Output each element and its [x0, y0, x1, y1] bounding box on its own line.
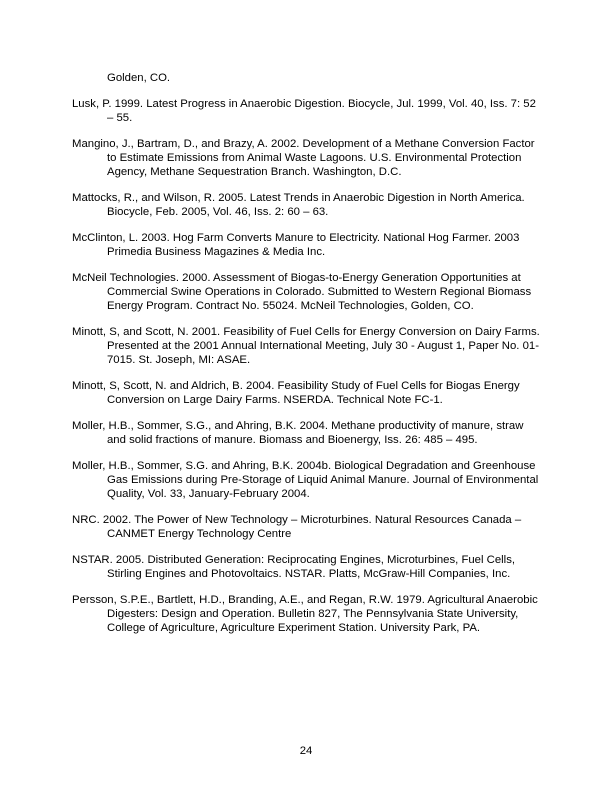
reference-entry-nstar-2005: NSTAR. 2005. Distributed Generation: Reciprocating Engines, Microturbines, Fuel Cells, Stirling Engines and Photovoltaics. NSTAR. Platts, McGraw-Hill Companies, Inc.: [72, 554, 516, 580]
reference-entry-mangino-2002: Mangino, J., Bartram, D., and Brazy, A. 2002. Development of a Methane Conversion Factor to Estimate Emissions from Animal Waste Lagoons. U.S. Environmental Protection Agency, Methane Sequestration Branch. Washington, D.C.: [72, 138, 535, 178]
reference-list: [72, 71, 544, 647]
reference-entry-moller-2004: Moller, H.B., Sommer, S.G., and Ahring, B.K. 2004. Methane productivity of manure, straw and solid fractions of manure. Biomass and Bioenergy, Iss. 26: 485 – 495.: [72, 420, 524, 446]
reference-entry-minott-2001: Minott, S, and Scott, N. 2001. Feasibility of Fuel Cells for Energy Conversion on Dairy Farms. Presented at the 2001 Annual International Meeting, July 30 - August 1, Paper No. 01-7015. St. Joseph, MI: ASAE.: [72, 326, 540, 366]
reference-entry-continuation: Golden, CO.: [107, 72, 171, 84]
reference-entry-mcneil-2000: McNeil Technologies. 2000. Assessment of Biogas-to-Energy Generation Opportunities at Commercial Swine Operations in Colorado. Submitted to Western Regional Biomass Energy Program. Contract No. 55024. McNeil Technologies, Golden, CO.: [72, 272, 532, 312]
reference-entry-lusk-1999: Lusk, P. 1999. Latest Progress in Anaerobic Digestion. Biocycle, Jul. 1999, Vol. 40, Iss. 7: 52 – 55.: [72, 98, 536, 124]
reference-entry-moller-2004b: Moller, H.B., Sommer, S.G. and Ahring, B.K. 2004b. Biological Degradation and Greenhouse Gas Emissions during Pre-Storage of Liquid Animal Manure. Journal of Environmental Quality, Vol. 33, January-February 2004.: [72, 460, 539, 500]
reference-entry-mcclinton-2003: McClinton, L. 2003. Hog Farm Converts Manure to Electricity. National Hog Farmer. 2003 Primedia Business Magazines & Media Inc.: [72, 232, 520, 258]
page-number: 24: [299, 745, 313, 757]
reference-entry-nrc-2002: NRC. 2002. The Power of New Technology – Microturbines. Natural Resources Canada – CANMET Energy Technology Centre: [72, 514, 522, 540]
reference-entry-mattocks-2005: Mattocks, R., and Wilson, R. 2005. Latest Trends in Anaerobic Digestion in North America. Biocycle, Feb. 2005, Vol. 46, Iss. 2: 60 – 63.: [72, 192, 525, 218]
reference-entry-minott-2004: Minott, S, Scott, N. and Aldrich, B. 2004. Feasibility Study of Fuel Cells for Biogas Energy Conversion on Large Dairy Farms. NSERDA. Technical Note FC-1.: [72, 380, 520, 406]
reference-entry-persson-1979: Persson, S.P.E., Bartlett, H.D., Branding, A.E., and Regan, R.W. 1979. Agricultural Anaerobic Digesters: Design and Operation. Bulletin 827, The Pennsylvania State University, College of Agriculture, Agriculture Experiment Station. University Park, PA.: [72, 594, 538, 634]
